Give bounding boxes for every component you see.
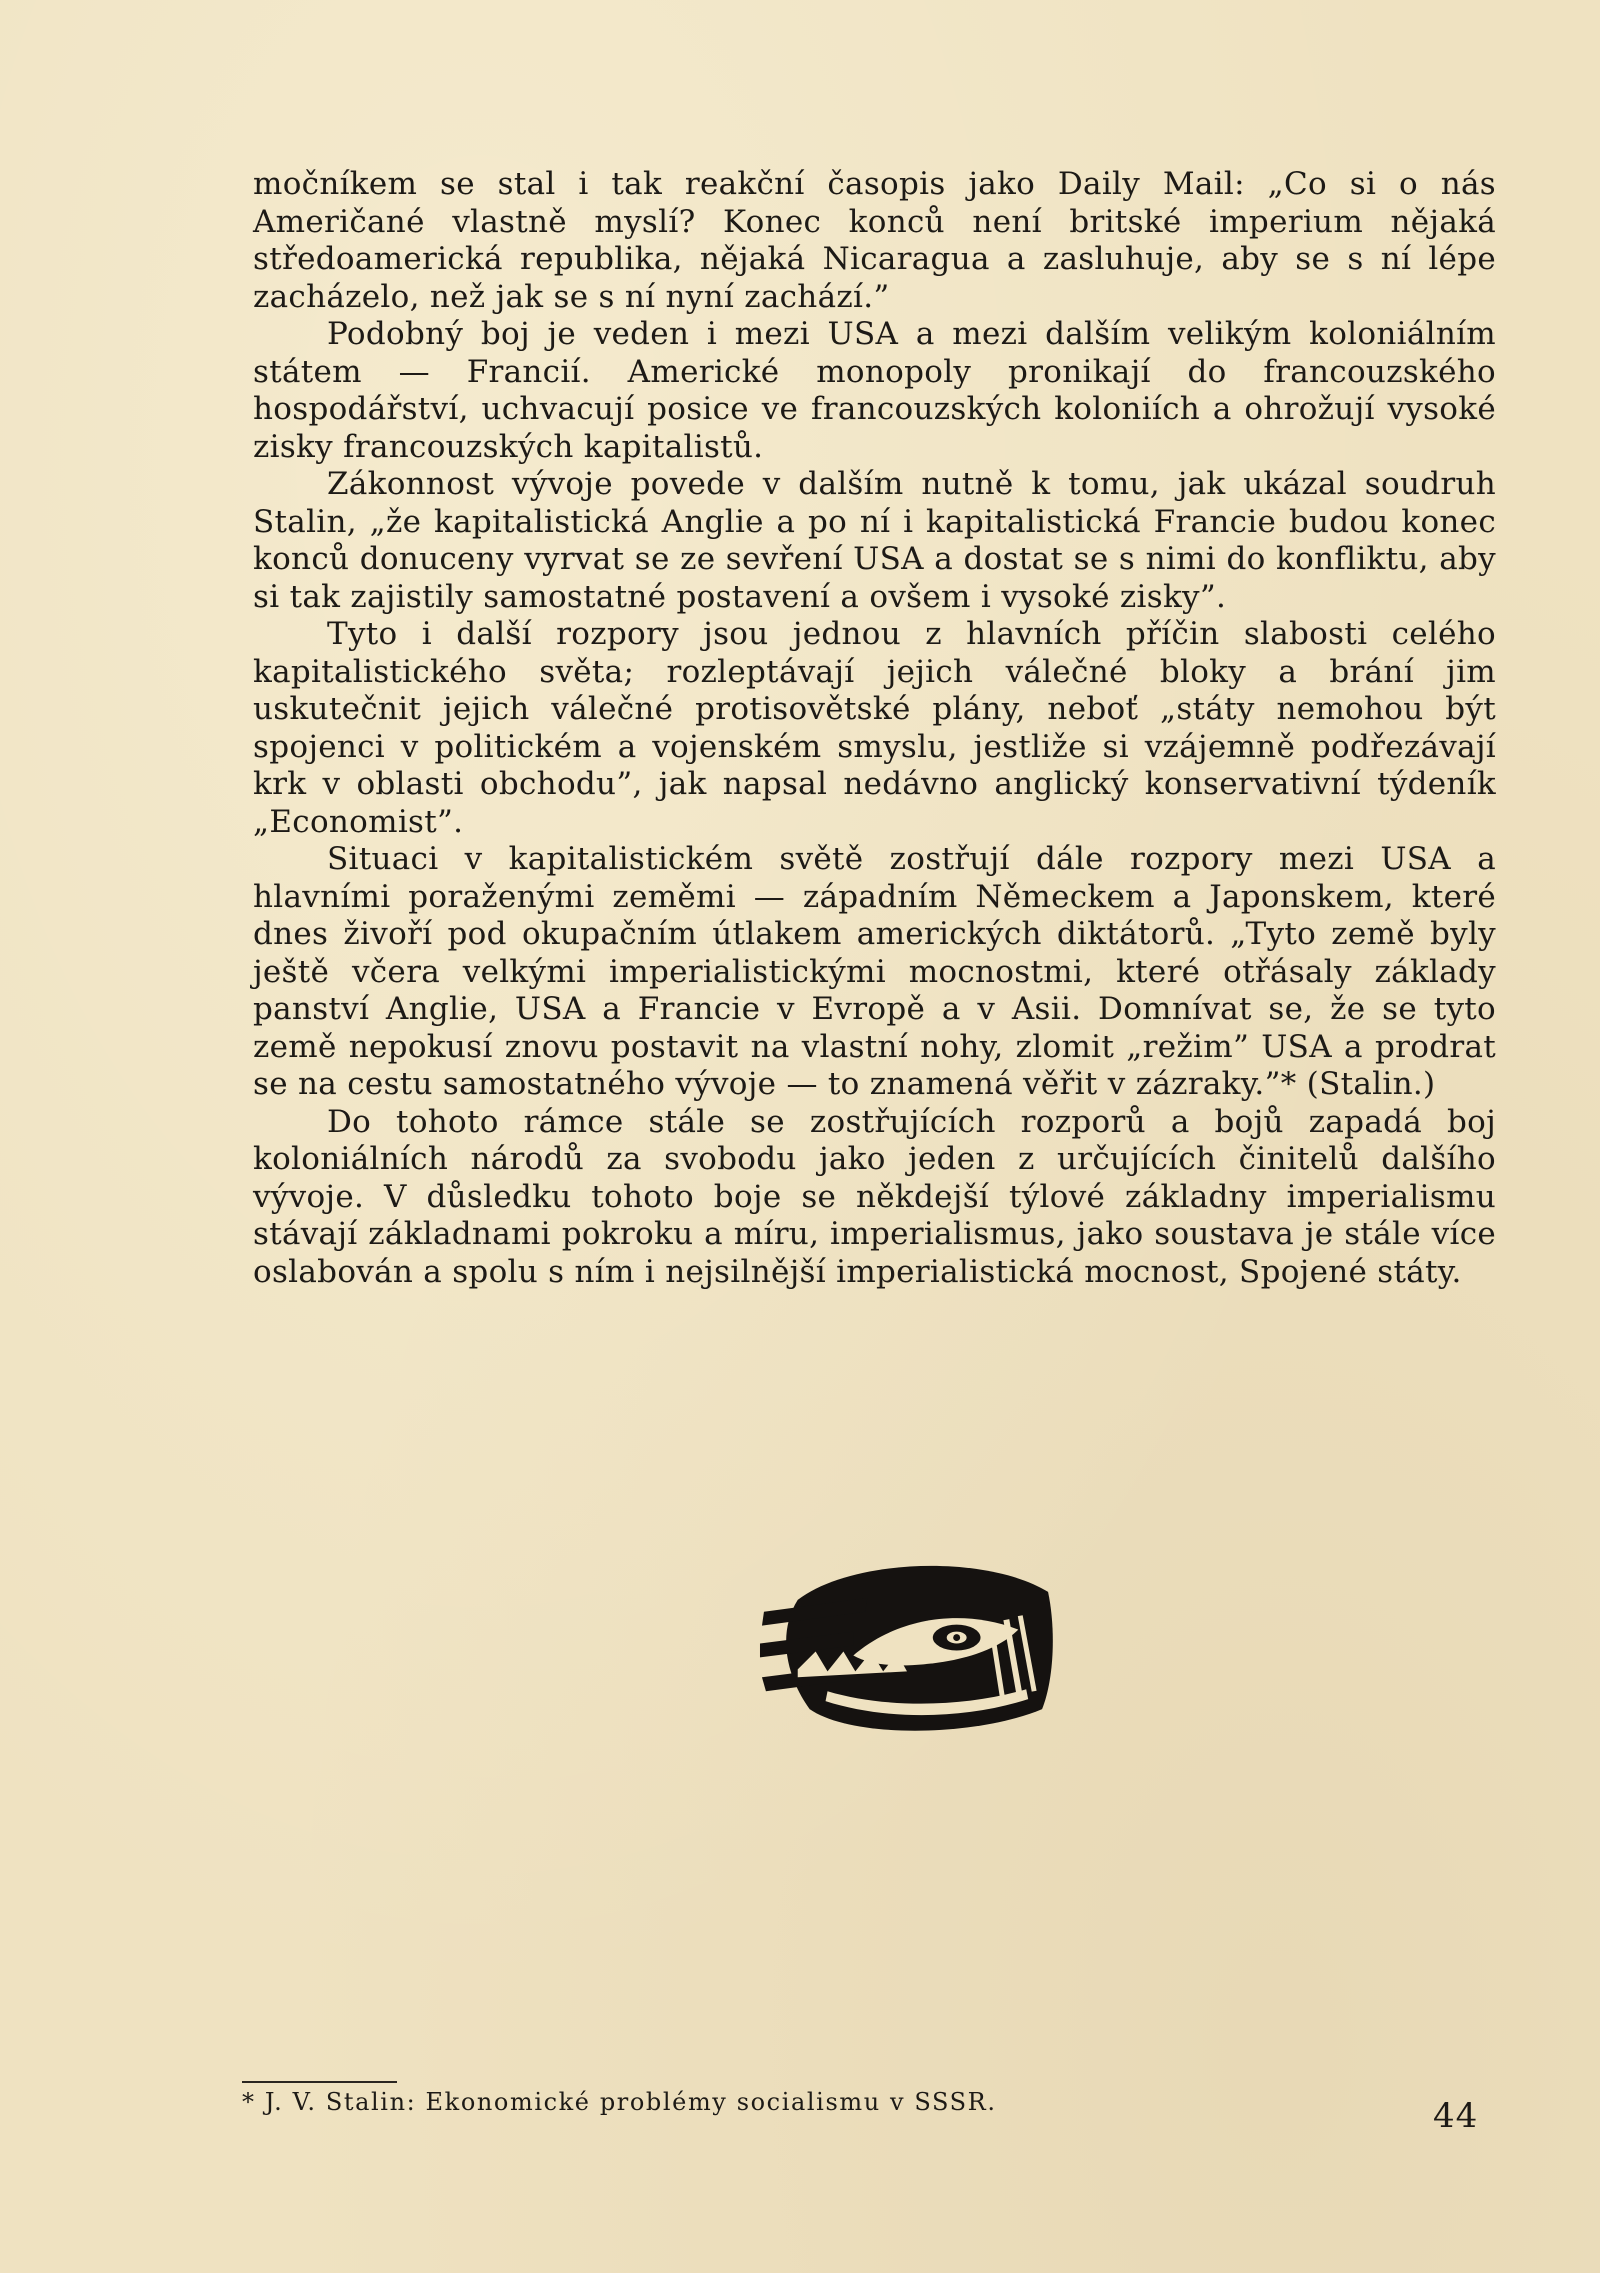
paragraph-france: Podobný boj je veden i mezi USA a mezi dalším velikým koloniálním státem — Francií. Americké monopoly pronikají do francouzského hospodářství, uchvacují posice ve francouzských koloniích a ohrožují vysoké zisky francouzských kapitalistů. (253, 316, 1496, 465)
footnote: * J. V. Stalin: Ekonomické problémy socialismu v SSSR. (242, 2088, 997, 2116)
paragraph-contradictions: Tyto i další rozpory jsou jednou z hlavních příčin slabosti celého kapitalistického světa; rozleptávají jejich válečné bloky a brání jim uskutečnit jejich válečné protisovětské plány, neboť „státy nemohou být spojenci v politickém a vojenském smyslu, jestliže si vzájemně podřezávají krk v oblasti obchodu”, jak napsal nedávno anglický konservativní týdeník „Economist”. (253, 616, 1496, 840)
body-text (253, 166, 1496, 1291)
fish-ornament-icon (758, 1560, 1056, 1734)
paragraph-stalin-quote: Zákonnost vývoje povede v dalším nutně k tomu, jak ukázal soudruh Stalin, „že kapitalistická Anglie a po ní i kapitalistická Francie budou konec konců donuceny vyrvat se ze sevření USA a dostat se s nimi do konfliktu, aby si tak zajistily samostatné postavení a ovšem i vysoké zisky”. (253, 466, 1496, 615)
paragraph-daily-mail: močníkem se stal i tak reakční časopis jako Daily Mail: „Co si o nás Američané vlastně myslí? Konec konců není britské imperium nějaká středoamerická republika, nějaká Nicaragua a zasluhuje, aby se s ní lépe zacházelo, než jak se s ní nyní zachází.” (253, 166, 1496, 315)
paragraph-germany-japan: Situaci v kapitalistickém světě zostřují dále rozpory mezi USA a hlavními poraženými zeměmi — západním Německem a Japonskem, které dnes živoří pod okupačním útlakem amerických diktátorů. „Tyto země byly ještě včera velkými imperialistickými mocnostmi, které otřásaly základy panství Anglie, USA a Francie v Evropě a v Asii. Domnívat se, že se tyto země nepokusí znovu postavit na vlastní nohy, zlomit „režim” USA a prodrat se na cestu samostatného vývoje — to znamená věřit v zázraky.”* (Stalin.) (253, 841, 1496, 1102)
paragraph-colonial-nations: Do tohoto rámce stále se zostřujících rozporů a bojů zapadá boj koloniálních národů za svobodu jako jeden z určujících činitelů dalšího vývoje. V důsledku tohoto boje se někdejší týlové základny imperialismu stávají základnami pokroku a míru, imperialismus, jako soustava je stále více oslabován a spolu s ním i nejsilnější imperialistická mocnost, Spojené státy. (253, 1103, 1496, 1290)
page-number: 44 (1433, 2096, 1479, 2136)
footnote-divider (242, 2081, 397, 2083)
